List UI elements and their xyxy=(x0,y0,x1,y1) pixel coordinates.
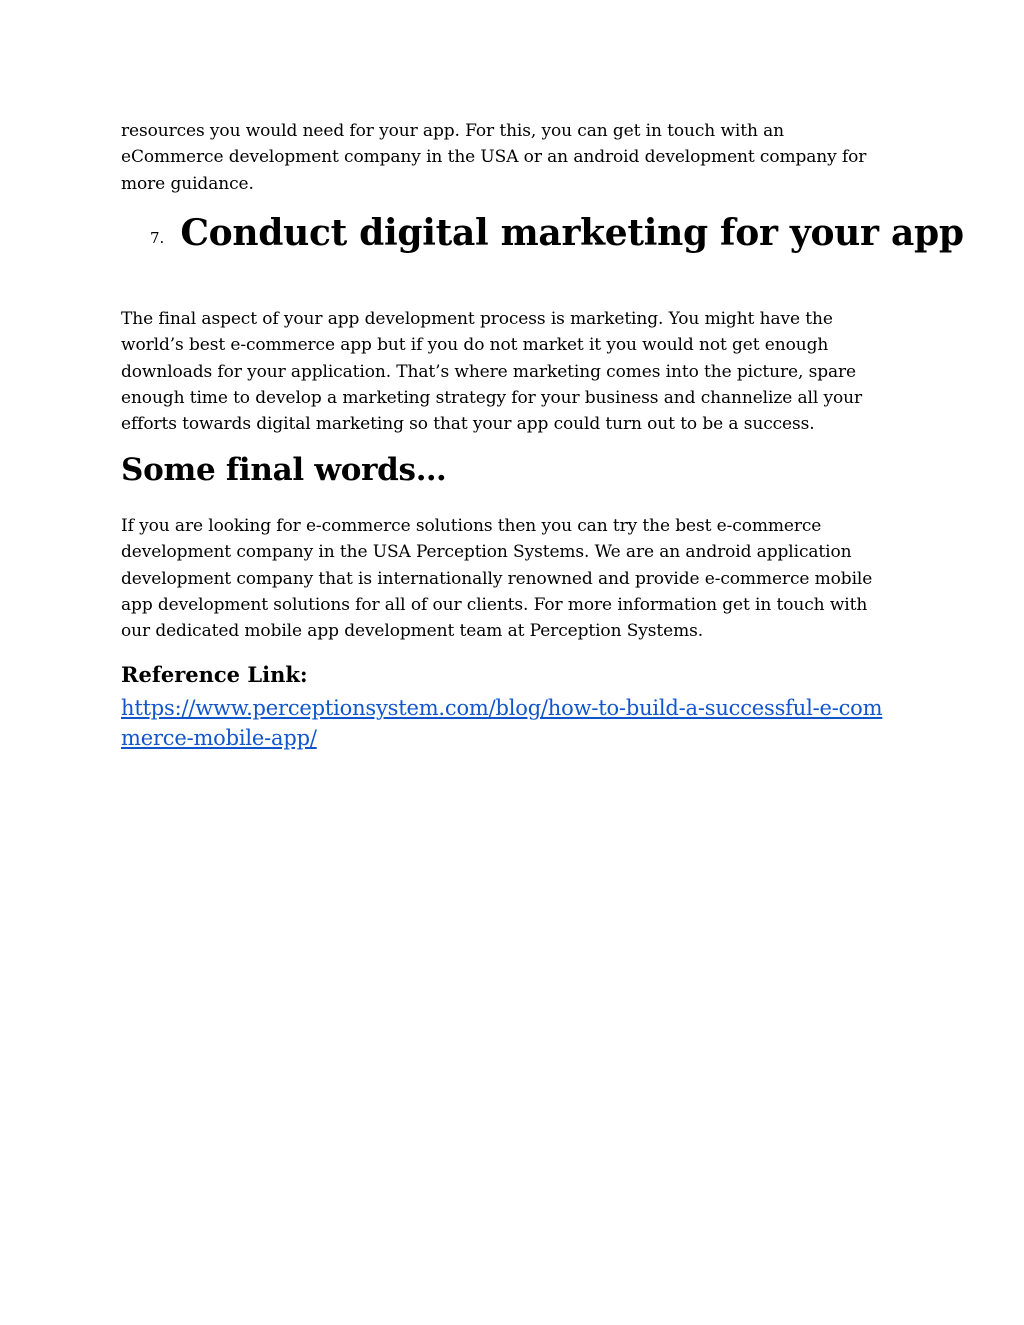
paragraph-line: resources you would need for your app. For this, you can get in touch with an xyxy=(121,121,785,141)
final-words-heading: Some final words… xyxy=(121,452,447,488)
paragraph-line: world’s best e-commerce app but if you do not market it you would not get enough xyxy=(121,335,829,356)
paragraph-line: downloads for your application. That’s where marketing comes into the picture, spare xyxy=(121,361,856,382)
list-number: 7. xyxy=(150,229,165,247)
link-line[interactable]: https://www.perceptionsystem.com/blog/how-to-build-a-successful-e-com xyxy=(121,696,883,720)
paragraph-line: development company that is internationally renowned and provide e-commerce mobile xyxy=(121,568,873,589)
paragraph-line: efforts towards digital marketing so that your app could turn out to be a success. xyxy=(121,414,815,435)
paragraph-line: our dedicated mobile app development team at Perception Systems. xyxy=(121,621,704,642)
paragraph-line: development company in the USA Perception Systems. We are an android application xyxy=(121,542,852,563)
section-7-heading xyxy=(150,212,964,254)
reference-link-label: Reference Link: xyxy=(121,662,308,687)
reference-link[interactable] xyxy=(121,693,882,753)
paragraph-line: app development solutions for all of our clients. For more information get in touch with xyxy=(121,594,868,615)
intro-paragraph xyxy=(121,118,911,197)
heading-text: Conduct digital marketing for your app xyxy=(180,212,964,254)
paragraph-line: If you are looking for e-commerce solutions then you can try the best e-commerce xyxy=(121,516,822,536)
final-words-paragraph xyxy=(121,513,911,644)
marketing-paragraph xyxy=(121,306,911,437)
paragraph-line: more guidance. xyxy=(121,173,254,194)
paragraph-line: eCommerce development company in the USA or an android development company for xyxy=(121,147,867,168)
paragraph-line: The final aspect of your app development process is marketing. You might have the xyxy=(121,309,833,329)
link-line[interactable]: merce-mobile-app/ xyxy=(121,726,317,750)
paragraph-line: enough time to develop a marketing strategy for your business and channelize all your xyxy=(121,387,862,408)
